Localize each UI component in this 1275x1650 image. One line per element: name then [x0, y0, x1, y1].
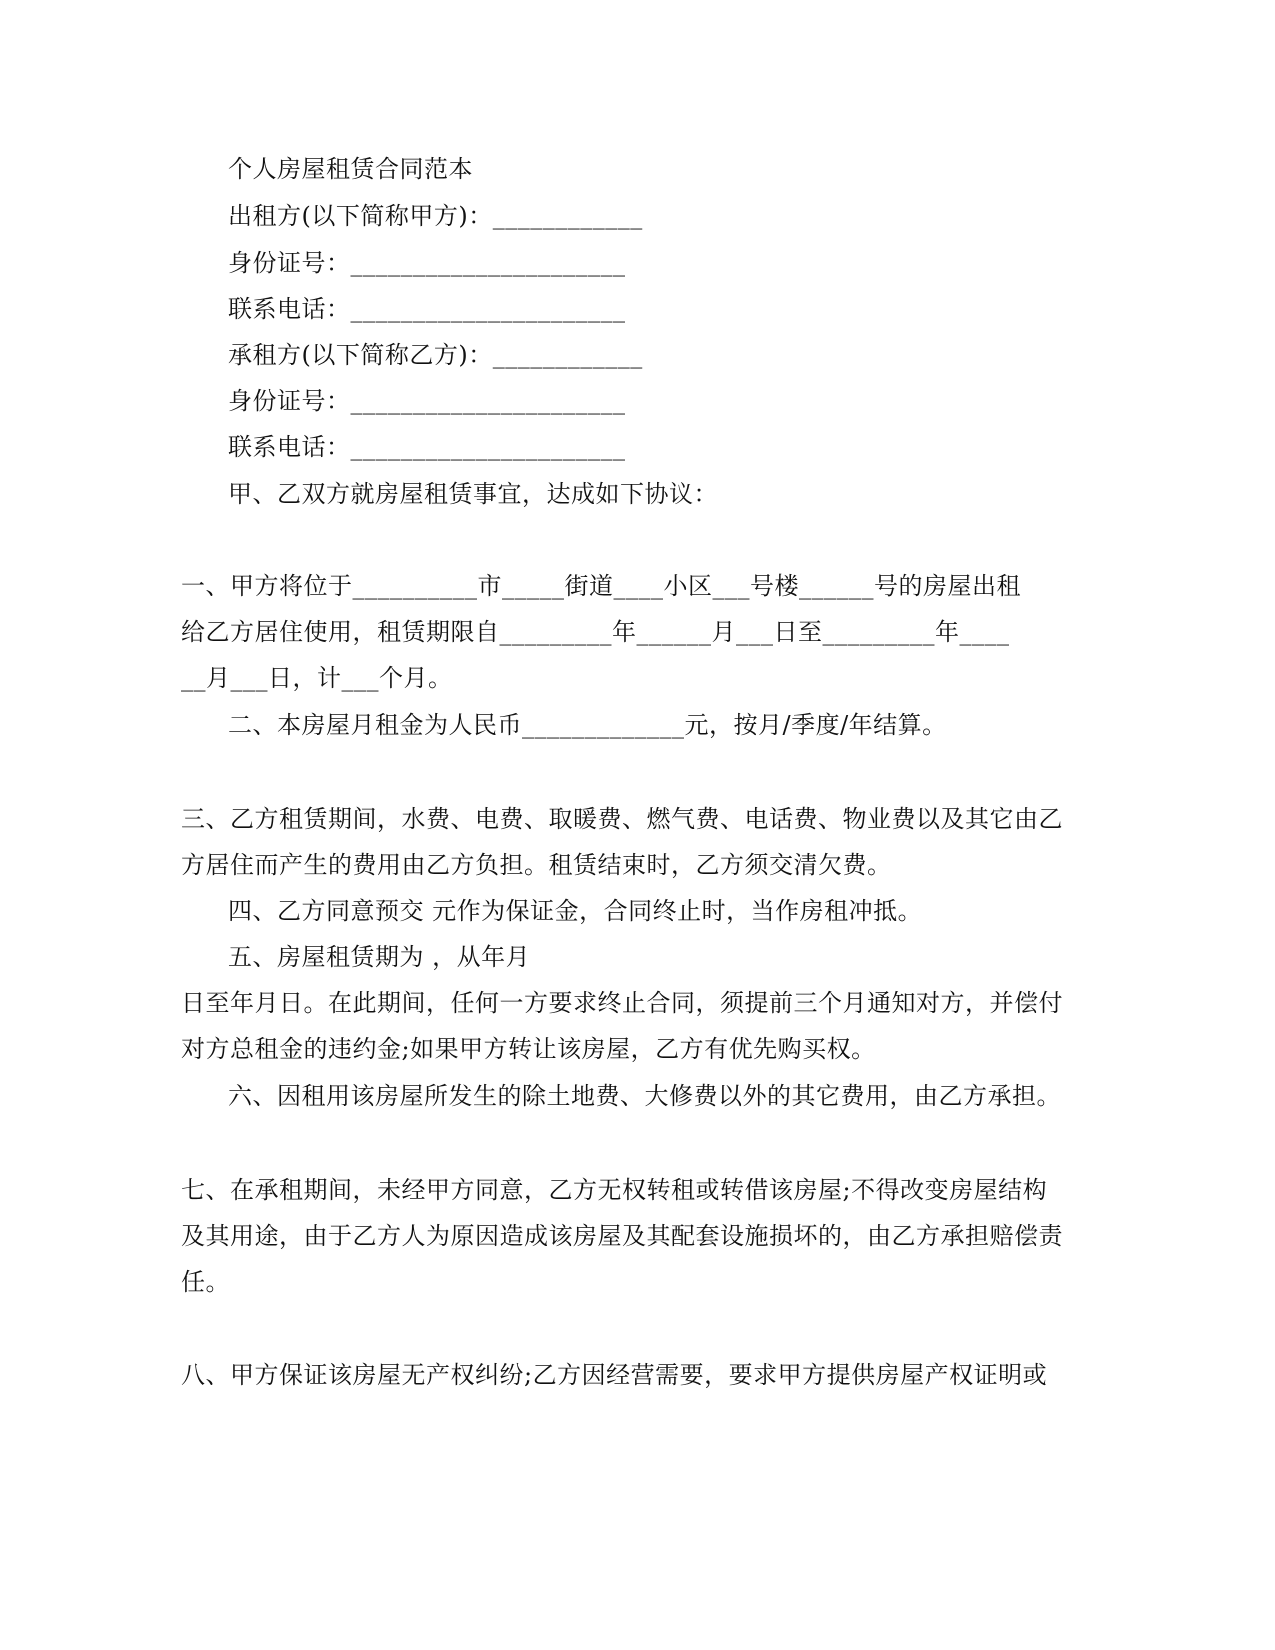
clause-8-line-1: 八、甲方保证该房屋无产权纠纷;乙方因经营需要，要求甲方提供房屋产权证明或: [181, 1361, 1048, 1389]
clause-7-line-2: 及其用途，由于乙方人为原因造成该房屋及其配套设施损坏的，由乙方承担赔偿责: [181, 1222, 1063, 1250]
clause-7-line-3: 任。: [181, 1268, 230, 1296]
landlord-name-field: 出租方(以下简称甲方)：____________: [228, 202, 643, 230]
tenant-id-field: 身份证号：______________________: [228, 387, 626, 415]
agreement-intro: 甲、乙双方就房屋租赁事宜，达成如下协议：: [228, 480, 718, 508]
clause-3-line-1: 三、乙方租赁期间，水费、电费、取暖费、燃气费、电话费、物业费以及其它由乙: [181, 805, 1063, 833]
clause-1-line-2: 给乙方居住使用，租赁期限自_________年______月___日至_________年____: [181, 618, 1010, 646]
tenant-name-field: 承租方(以下简称乙方)：____________: [228, 341, 643, 369]
clause-5-line-3: 对方总租金的违约金;如果甲方转让该房屋，乙方有优先购买权。: [181, 1035, 876, 1063]
clause-4: 四、乙方同意预交 元作为保证金，合同终止时，当作房租冲抵。: [228, 897, 923, 925]
clause-6: 六、因租用该房屋所发生的除土地费、大修费以外的其它费用，由乙方承担。: [228, 1082, 1061, 1110]
clause-7-line-1: 七、在承租期间，未经甲方同意，乙方无权转租或转借该房屋;不得改变房屋结构: [181, 1176, 1048, 1204]
clause-2: 二、本房屋月租金为人民币_____________元，按月/季度/年结算。: [228, 711, 947, 739]
tenant-phone-field: 联系电话：______________________: [228, 433, 626, 461]
clause-5-line-2: 日至年月日。在此期间，任何一方要求终止合同，须提前三个月通知对方，并偿付: [181, 989, 1063, 1017]
landlord-id-field: 身份证号：______________________: [228, 249, 626, 277]
clause-3-line-2: 方居住而产生的费用由乙方负担。租赁结束时，乙方须交清欠费。: [181, 851, 892, 879]
document-title: 个人房屋租赁合同范本: [228, 155, 473, 183]
clause-1-line-1: 一、甲方将位于__________市_____街道____小区___号楼______号的房屋出租: [181, 572, 1021, 600]
landlord-phone-field: 联系电话：______________________: [228, 295, 626, 323]
clause-1-line-3: __月___日，计___个月。: [181, 664, 453, 692]
clause-5-line-1: 五、房屋租赁期为 ，从年月: [228, 943, 531, 971]
